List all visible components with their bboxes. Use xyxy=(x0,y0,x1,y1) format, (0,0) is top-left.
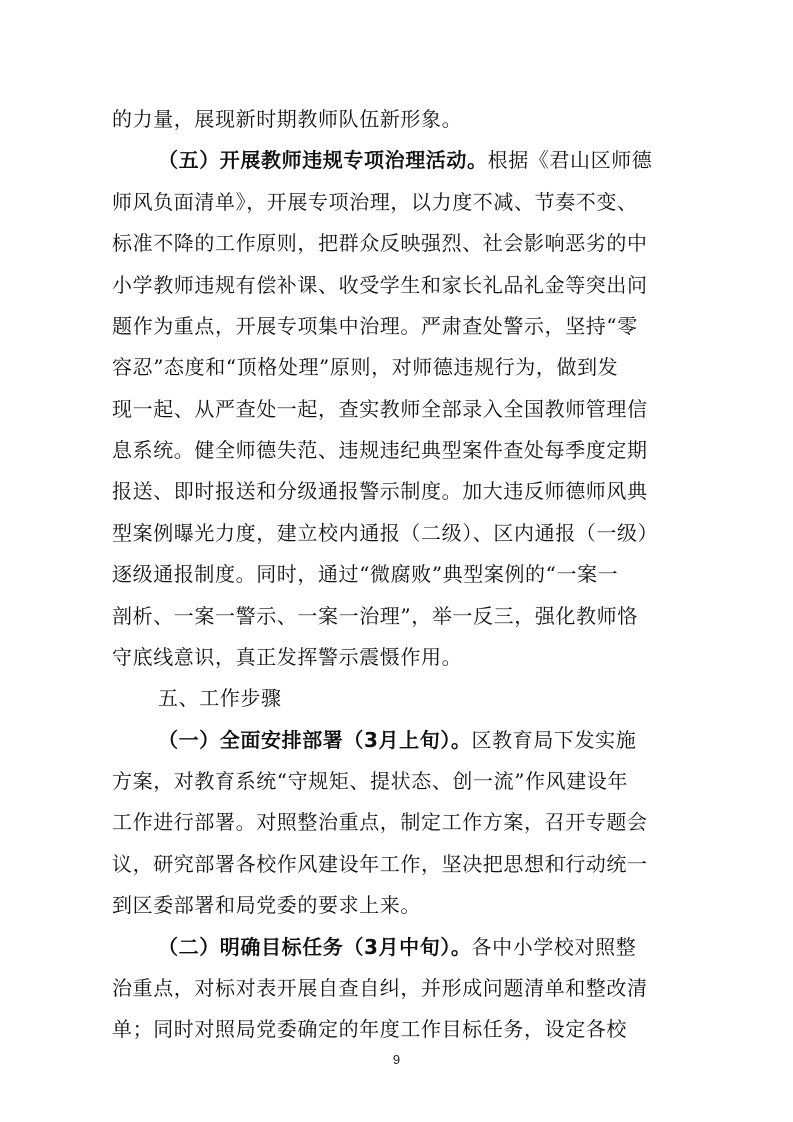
paragraph-line xyxy=(112,1015,627,1043)
paragraph-line: 型案例曝光力度，建立校内通报（二级）、区内通报（一级） xyxy=(112,521,659,545)
paragraph-line xyxy=(112,974,648,1002)
paragraph-line: 小学教师违规有偿补课、收受学生和家长礼品礼金等突出问 xyxy=(112,273,648,297)
paragraph-line: 现一起、从严查处一起，查实教师全部录入全国教师管理信 xyxy=(112,397,648,421)
paragraph-line: 报送、即时报送和分级通报警示制度。加大违反师德师风典 xyxy=(112,479,648,503)
paragraph-line: 题作为重点，开展专项集中治理。严肃查处警示，坚持“零 xyxy=(112,314,638,338)
paragraph-line: 师风负面清单》，开展专项治理，以力度不减、节奏不变、 xyxy=(112,190,638,214)
paragraph-line xyxy=(158,933,636,961)
paragraph-line xyxy=(158,146,652,174)
paragraph-line: 剖析、一案一警示、一案一治理”，举一反三，强化教师恪 xyxy=(112,604,638,628)
paragraph-line: 息系统。健全师德失范、违规违纪典型案件查处每季度定期 xyxy=(112,438,648,462)
paragraph-text: 区教育局下发实施 xyxy=(471,728,637,752)
paragraph-line: 标准不降的工作原则，把群众反映强烈、社会影响恶劣的中 xyxy=(112,231,648,255)
page-number: 9 xyxy=(392,1052,401,1067)
paragraph-line: 逐级通报制度。同时，通过“微腐败”典型案例的“一案一 xyxy=(112,562,619,586)
paragraph-line: 容忍”态度和“顶格处理”原则，对师德违规行为，做到发 xyxy=(112,355,619,379)
section-heading: 五、工作步骤 xyxy=(158,686,282,710)
paragraph-text: 单；同时对照局党委确定的年度工作目标任务，设定各校 xyxy=(112,1017,627,1041)
subsection-heading: （五）开展教师违规专项治理活动。 xyxy=(158,148,488,172)
paragraph-line: 议，研究部署各校作风建设年工作，坚决把思想和行动统一 xyxy=(112,852,648,876)
subsection-heading: （一）全面安排部署（3月上旬）。 xyxy=(158,728,472,752)
paragraph-text: 治重点，对标对表开展自查自纠，并形成问题清单和整改清 xyxy=(112,976,648,1000)
paragraph-line: 的力量，展现新时期教师队伍新形象。 xyxy=(112,107,463,131)
paragraph-text: 各中小学校对照整 xyxy=(471,935,637,959)
paragraph-line xyxy=(158,726,636,754)
paragraph-line: 到区委部署和局党委的要求上来。 xyxy=(112,893,421,917)
paragraph-text: 根据《君山区师德 xyxy=(487,148,653,172)
subsection-heading: （二）明确目标任务（3月中旬）。 xyxy=(158,935,472,959)
paragraph-line: 工作进行部署。对照整治重点，制定工作方案，召开专题会 xyxy=(112,810,648,834)
paragraph-line: 方案，对教育系统“守规矩、提状态、创一流”作风建设年 xyxy=(112,769,629,793)
paragraph-line: 守底线意识，真正发挥警示震慑作用。 xyxy=(112,645,463,669)
